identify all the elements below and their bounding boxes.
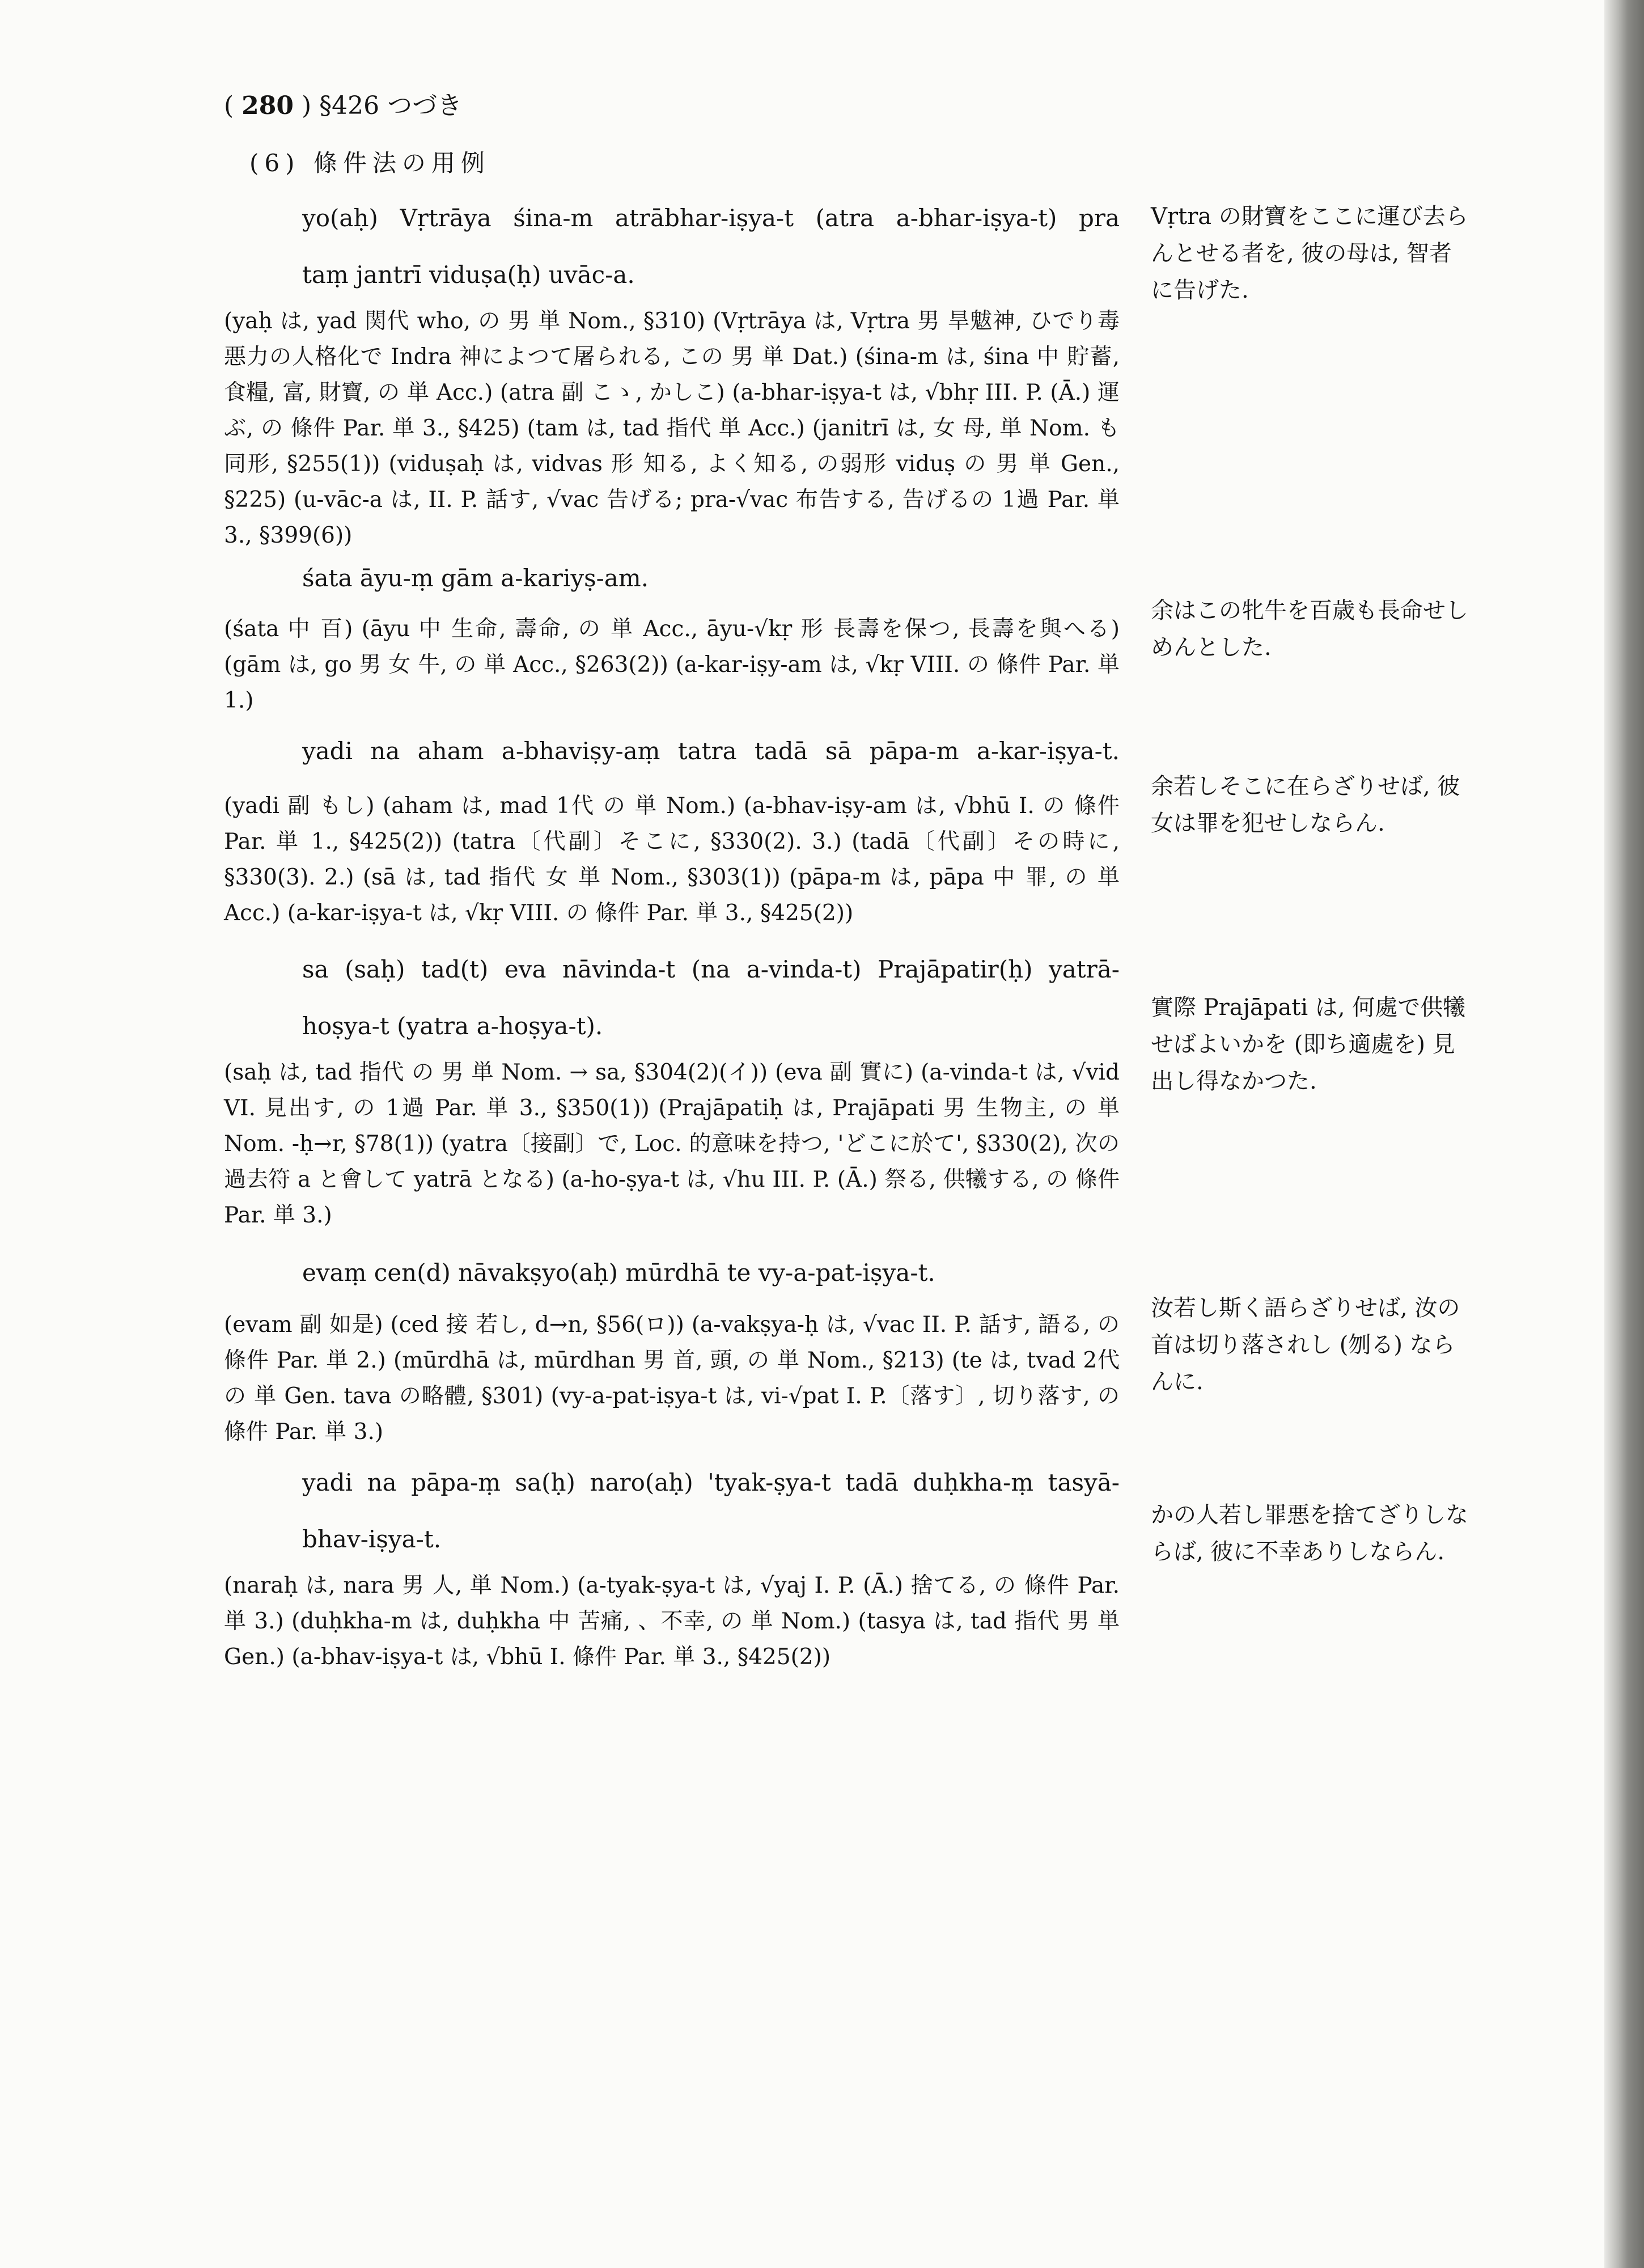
example-3-sanskrit [224,723,1120,780]
page-number: 280 [241,91,294,120]
section-ref: §426 つづき [319,91,463,120]
sanskrit-line: yadi na aham a-bhaviṣy-aṃ tatra tadā sā pāpa-m a-kar-iṣya-t. [302,737,1120,765]
section-title: (6) 條件法の用例 [249,149,490,177]
example-2-translation: 余はこの牝牛を百歳も長命せしめんとした. [1151,598,1468,661]
sanskrit-line: evaṃ cen(d) nāvakṣyo(aḥ) mūrdhā te vy-a-pat-iṣya-t. [302,1259,935,1287]
example-3-notes: (yadi 副 もし) (aham は, mad 1代 の 単 Nom.) (a-bhav-iṣy-am は, √bhū I. の 條件 Par. 単 1., §425(2)) (tatra〔代副〕そこに, §330(2). 3.) (tadā〔代副〕その時に, §330(3). 2.) (sā は, tad 指代 女 単 Nom., §303(1)) (pāpa-m は, pāpa 中 罪, の 単 Acc.) (a-kar-iṣya-t は, √kṛ VIII. の 條件 Par. 単 3., §425(2)) [224,793,1120,926]
sanskrit-line: taṃ jantrī viduṣa(ḥ) uvāc-a. [302,261,635,289]
example-4-notes: (saḥ は, tad 指代 の 男 単 Nom. → sa, §304(2)(イ)) (eva 副 實に) (a-vinda-t は, √vid VI. 見出す, の 1過 Par. 単 3., §350(1)) (Prajāpatiḥ は, Prajāpati 男 生物主, の 単 Nom. -ḥ→r, §78(1)) (yatra〔接副〕で, Loc. 的意味を持つ, 'どこに於て', §330(2), 次の過去符 a と會して yatrā となる) (a-ho-ṣya-t は, √hu III. P. (Ā.) 祭る, 供犧する, の 條件 Par. 単 3.) [224,1060,1120,1228]
sanskrit-line: yadi na pāpa-ṃ sa(ḥ) naro(aḥ) 'tyak-ṣya-t tadā duḥkha-ṃ tasyā- [302,1469,1120,1496]
example-1-notes: (yaḥ は, yad 関代 who, の 男 単 Nom., §310) (Vṛtrāya は, Vṛtra 男 旱魃神, ひでり毒悪力の人格化で Indra 神によつて屠られる, この 男 単 Dat.) (śina-m は, śina 中 貯蓄, 食糧, 富, 財寶, の 単 Acc.) (atra 副 こゝ, かしこ) (a-bhar-iṣya-t は, √bhṛ III. P. (Ā.) 運ぶ, の 條件 Par. 単 3., §425) (tam は, tad 指代 単 Acc.) (janitrī は, 女 母, 単 Nom. も同形, §255(1)) (viduṣaḥ は, vidvas 形 知る, よく知る, の弱形 viduṣ の 男 単 Gen., §225) (u-vāc-a は, II. P. 話す, √vac 告げる; pra-√vac 布告する, 告げるの 1過 Par. 単 3., §399(6)) [224,308,1120,548]
example-3-translation: 余若しそこに在らざりせば, 彼女は罪を犯せしならん. [1151,773,1460,836]
scan-edge-shadow [1604,0,1644,2268]
example-2-notes: (śata 中 百) (āyu 中 生命, 壽命, の 単 Acc., āyu-√kṛ 形 長壽を保つ, 長壽を與へる) (gām は, go 男 女 牛, の 単 Acc., §263(2)) (a-kar-iṣy-am は, √kṛ VIII. の 條件 Par. 単 1.) [224,616,1120,713]
sanskrit-line: bhav-iṣya-t. [302,1525,442,1553]
example-5-translation: 汝若し斯く語らざりせば, 汝の首は切り落されし (刎る) ならんに. [1151,1295,1460,1395]
example-5-sanskrit [224,1245,1120,1301]
example-6-translation: かの人若し罪悪を捨てざりしならば, 彼に不幸ありしならん. [1151,1502,1468,1565]
sanskrit-line: sa (saḥ) tad(t) eva nāvinda-t (na a-vinda-t) Prajāpatir(ḥ) yatrā- [302,955,1120,983]
example-6-notes: (naraḥ は, nara 男 人, 単 Nom.) (a-tyak-ṣya-t は, √yaj I. P. (Ā.) 捨てる, の 條件 Par. 単 3.) (duḥkha-m は, duḥkha 中 苦痛, 、不幸, の 単 Nom.) (tasya は, tad 指代 男 単 Gen.) (a-bhav-iṣya-t は, √bhū I. 條件 Par. 単 3., §425(2)) [224,1573,1120,1670]
example-1-translation: Vṛtra の財寶をここに運び去らんとせる者を, 彼の母は, 智者に告げた. [1151,204,1468,303]
sanskrit-line: yo(aḥ) Vṛtrāya śina-m atrābhar-iṣya-t (atra a-bhar-iṣya-t) pra [302,204,1120,232]
example-4-sanskrit [224,941,1120,1055]
example-1-sanskrit [224,190,1120,303]
sanskrit-line: śata āyu-ṃ gām a-kariyṣ-am. [302,564,649,592]
example-4-translation: 實際 Prajāpati は, 何處で供犧せばよいかを (即ち適處を) 見出し得なかつた. [1151,995,1466,1094]
page-header: ( 280 ) §426 つづき [224,91,463,120]
example-2-sanskrit [224,550,1120,607]
example-6-sanskrit [224,1454,1120,1568]
example-5-notes: (evam 副 如是) (ced 接 若し, d→n, §56(ロ)) (a-vakṣya-ḥ は, √vac II. P. 話す, 語る, の 條件 Par. 単 2.) (mūrdhā は, mūrdhan 男 首, 頭, の 単 Nom., §213) (te は, tvad 2代 の 単 Gen. tava の略體, §301) (vy-a-pat-iṣya-t は, vi-√pat I. P.〔落す〕, 切り落す, の 條件 Par. 単 3.) [224,1312,1120,1445]
sanskrit-line: hoṣya-t (yatra a-hoṣya-t). [302,1012,603,1040]
